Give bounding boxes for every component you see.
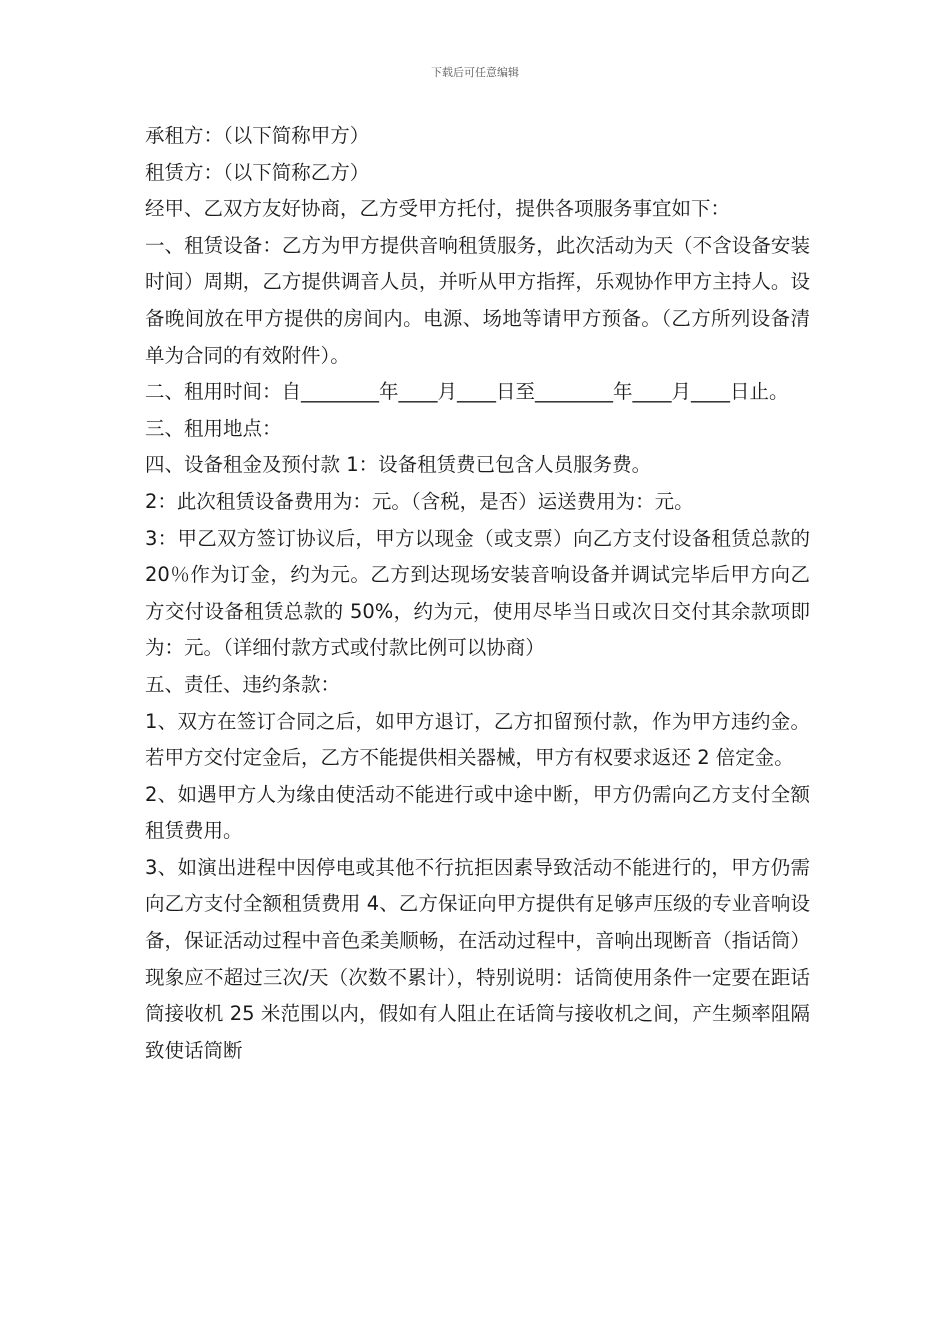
clause-item-3: 3：甲乙双方签订协议后，甲方以现金（或支票）向乙方支付设备租赁总款的 20％作为订金，约为元。乙方到达现场安装音响设备并调试完毕后甲方向乙方交付设备租赁总款的 50%，约为元，使用尽毕当日或次日交付其余款项即为：元。（详细付款方式或付款比例可以协商）: [145, 526, 810, 660]
clause-liability-heading: 五、责任、违约条款：: [145, 672, 341, 696]
document-body: [145, 118, 810, 1069]
liability-item-2: 2、如遇甲方人为缘由使活动不能进行或中途中断，甲方仍需向乙方支付全额租赁费用。: [145, 782, 810, 843]
preamble: 经甲、乙双方友好协商，乙方受甲方托付，提供各项服务事宜如下：: [145, 197, 731, 221]
clause-rent-deposit: 四、设备租金及预付款 1：设备租赁费已包含人员服务费。: [145, 453, 652, 477]
liability-item-3: 3、如演出进程中因停电或其他不行抗拒因素导致活动不能进行的，甲方仍需向乙方支付全额租赁费用 4、乙方保证向甲方提供有足够声压级的专业音响设备，保证活动过程中音色柔美顺畅，在活动过程中，音响出现断音（指话筒）现象应不超过三次/天（次数不累计），特别说明：话筒使用条件一定要在距话筒接收机 25 米范围以内，假如有人阻止在话筒与接收机之间，产生频率阻隔致使话筒断: [145, 855, 810, 1062]
clause-rental-equipment: 一、租赁设备：乙方为甲方提供音响租赁服务，此次活动为天（不含设备安装时间）周期，乙方提供调音人员，并听从甲方指挥，乐观协作甲方主持人。设备晚间放在甲方提供的房间内。电源、场地等请甲方预备。（乙方所列设备清单为合同的有效附件）。: [145, 233, 810, 367]
lessee-line: 承租方：（以下简称甲方）: [145, 124, 370, 147]
clause-item-2: 2：此次租赁设备费用为：元。（含税，是否）运送费用为：元。: [145, 489, 694, 513]
clause-rental-period: 二、租用时间：自________年____月____日至________年____月____日止。: [145, 380, 789, 404]
lessor-line: 租赁方：（以下简称乙方）: [145, 160, 370, 184]
liability-item-1: 1、双方在签订合同之后，如甲方退订，乙方扣留预付款，作为甲方违约金。若甲方交付定金后，乙方不能提供相关器械，甲方有权要求返还 2 倍定金。: [145, 709, 810, 770]
page-header: 下载后可任意编辑: [431, 66, 519, 79]
clause-rental-location: 三、租用地点：: [145, 416, 282, 440]
